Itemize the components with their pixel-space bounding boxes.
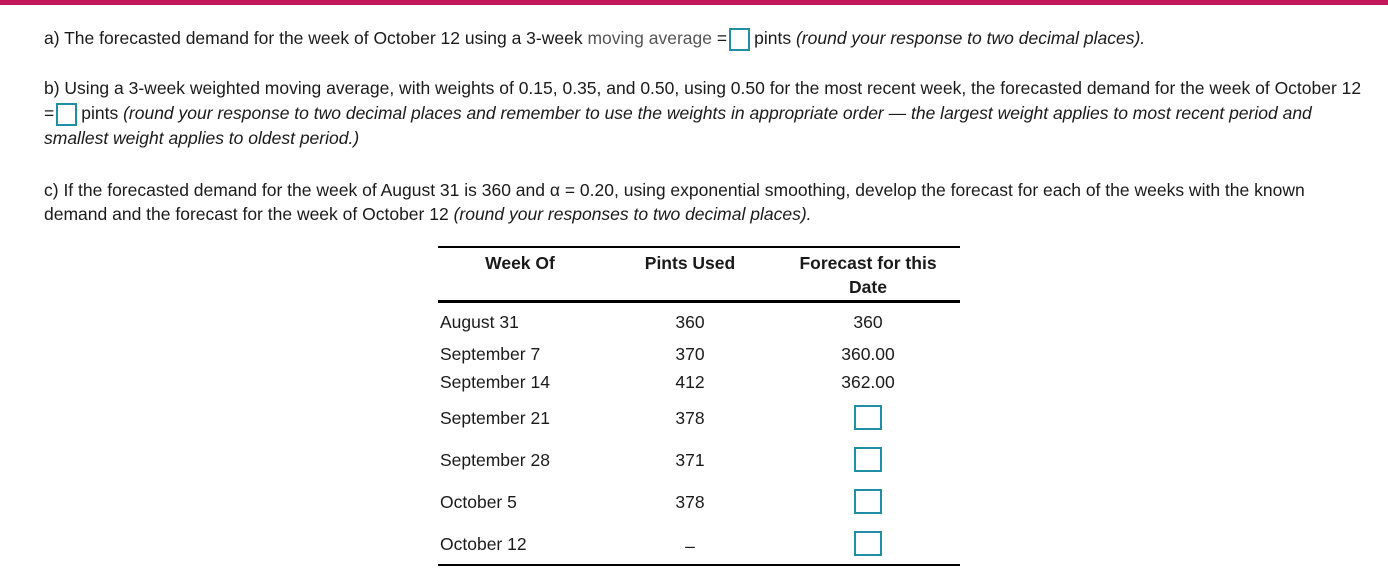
table-header-rule (438, 300, 960, 303)
forecast-input-oct5[interactable] (854, 489, 882, 514)
question-b (44, 76, 1364, 151)
forecast-input-sep28[interactable] (854, 447, 882, 472)
forecast-input-sep21[interactable] (854, 405, 882, 430)
table-row-pints: 378 (675, 492, 705, 512)
table-row-forecast: 360 (853, 312, 883, 332)
table-row-week: October 5 (440, 492, 517, 512)
table-row-week: September 21 (440, 408, 550, 428)
header-forecast-line1: Forecast for this (799, 253, 937, 273)
header-forecast (778, 251, 958, 299)
question-b-unit: pints (81, 103, 119, 123)
table-row-pints: 360 (675, 312, 705, 332)
header-forecast-line2: Date (849, 277, 887, 297)
question-c-note: (round your responses to two decimal places). (453, 204, 812, 224)
table-row-forecast: 362.00 (841, 372, 895, 392)
table-row-week: September 14 (440, 372, 550, 392)
question-a-unit: pints (754, 28, 792, 48)
question-c-text: c) If the forecasted demand for the week of August 31 is 360 and α = 0.20, using exponential smoothing, develop the forecast for each of the weeks with the known demand and the forecast for the week of October 12 (44, 180, 1305, 224)
table-row-pints: 370 (675, 344, 705, 364)
table-row-pints: 378 (675, 408, 705, 428)
top-accent-bar (0, 0, 1388, 5)
question-b-note: (round your response to two decimal places and remember to use the weights in appropriate order — the largest weight applies to most recent period and smallest weight applies to oldest period.) (44, 103, 1312, 148)
table-row-week: September 7 (440, 344, 541, 364)
answer-a-input[interactable] (729, 28, 750, 51)
table-row-week: October 12 (440, 534, 527, 554)
table-row-week: September 28 (440, 450, 550, 470)
table-row-forecast: 360.00 (841, 344, 895, 364)
table-top-rule (438, 246, 960, 248)
moving-average-link[interactable]: moving average (587, 28, 713, 48)
question-b-text: b) Using a 3-week weighted moving average, with weights of 0.15, 0.35, and 0.50, using 0.50 for the most recent week, the forecasted demand for the week of October 12 = (44, 78, 1362, 123)
header-week-of: Week Of (485, 253, 555, 273)
question-a-equals: = (716, 28, 728, 48)
table-bottom-rule (438, 564, 960, 566)
table-row-pints: 412 (675, 372, 705, 392)
question-c (44, 178, 1364, 226)
question-a-text: a) The forecasted demand for the week of October 12 using a 3-week (44, 28, 583, 48)
forecast-input-oct12[interactable] (854, 531, 882, 556)
question-a-note: (round your response to two decimal places). (795, 28, 1146, 48)
table-row-pints: – (685, 536, 695, 556)
header-pints-used: Pints Used (644, 253, 736, 273)
answer-b-input[interactable] (56, 103, 77, 126)
table-row-week: August 31 (440, 312, 519, 332)
table-row-pints: 371 (675, 450, 705, 470)
question-a (44, 26, 1145, 51)
